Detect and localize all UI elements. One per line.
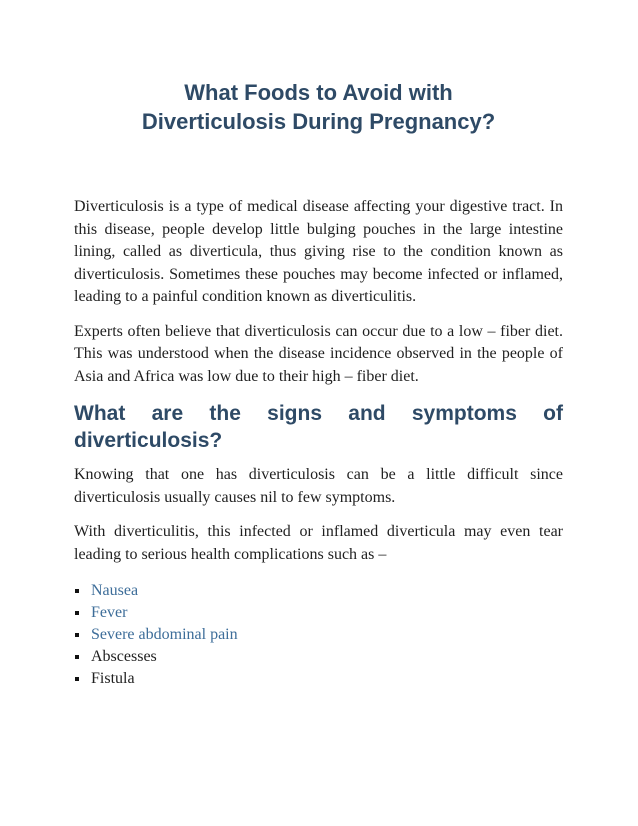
symptom-link-fever[interactable]: Fever bbox=[91, 604, 128, 621]
square-bullet-icon bbox=[75, 589, 79, 593]
complications-paragraph: With diverticulitis, this infected or inflamed diverticula may even tear leading to serious health complications such as – bbox=[74, 523, 563, 563]
list-item bbox=[74, 668, 563, 690]
symptoms-intro-paragraph: Knowing that one has diverticulosis can be a little difficult since diverticulosis usually causes nil to few symptoms. bbox=[74, 466, 563, 506]
article-body bbox=[74, 196, 563, 690]
square-bullet-icon bbox=[75, 677, 79, 681]
square-bullet-icon bbox=[75, 633, 79, 637]
symptom-fistula: Fistula bbox=[91, 670, 135, 687]
list-item[interactable] bbox=[74, 580, 563, 602]
page-title bbox=[74, 78, 563, 136]
symptom-link-severe-abdominal-pain[interactable]: Severe abdominal pain bbox=[91, 626, 238, 643]
list-item bbox=[74, 646, 563, 668]
list-item[interactable] bbox=[74, 624, 563, 646]
causes-paragraph: Experts often believe that diverticulosis can occur due to a low – fiber diet. This was understood when the disease incidence observed in the people of Asia and Africa was low due to their high – fiber diet. bbox=[74, 322, 563, 385]
symptom-abscesses: Abscesses bbox=[91, 648, 157, 665]
list-item[interactable] bbox=[74, 602, 563, 624]
square-bullet-icon bbox=[75, 655, 79, 659]
section-heading: What are the signs and symptoms of diverticulosis? bbox=[74, 402, 563, 452]
title-line-1: What Foods to Avoid with bbox=[184, 80, 453, 105]
title-line-2: Diverticulosis During Pregnancy? bbox=[141, 109, 496, 134]
square-bullet-icon bbox=[75, 611, 79, 615]
symptom-list bbox=[74, 580, 563, 690]
symptom-link-nausea[interactable]: Nausea bbox=[91, 582, 139, 599]
intro-paragraph: Diverticulosis is a type of medical disease affecting your digestive tract. In this disease, people develop little bulging pouches in the large intestine lining, called as diverticula, thus giving rise to the condition known as diverticulosis. Sometimes these pouches may become infected or inflamed, leading to a painful condition known as diverticulitis. bbox=[74, 198, 563, 305]
